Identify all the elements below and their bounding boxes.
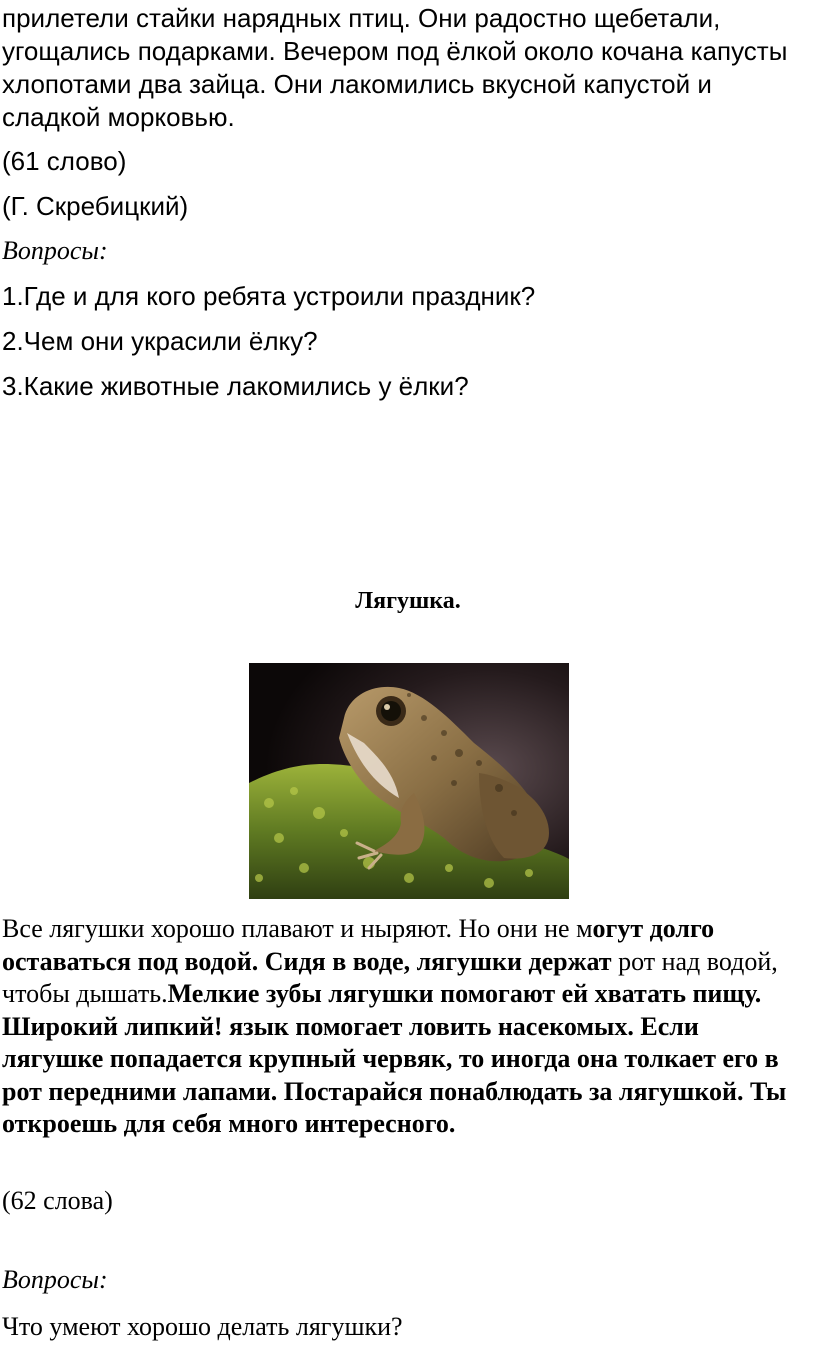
story2-title: Лягушка. [355, 588, 461, 614]
frog-photo [249, 663, 569, 899]
story2-question-1: Что умеют хорошо делать лягушки? [2, 1312, 403, 1341]
story1-questions-heading: Вопросы: [2, 236, 108, 265]
story2-text-part1: Все лягушки хорошо плавают и ныряют. Но они не м [2, 914, 593, 943]
story1-question-1: 1.Где и для кого ребята устроили праздник? [2, 281, 536, 311]
story2-questions-heading: Вопросы: [2, 1265, 108, 1294]
story2-text-part2: рот над водой, чтобы дышать. [2, 946, 778, 1008]
story1-paragraph: прилетели стайки нарядных птиц. Они радостно щебетали, угощались подарками. Вечером под ёлкой около кочана капусты хлопотами два зайца. Они лакомились вкусной капустой и сладкой морковью. [2, 3, 788, 132]
story1-word-count: (61 слово) [2, 146, 127, 176]
story1-question-2: 2.Чем они украсили ёлку? [2, 326, 318, 356]
story2-text-bold2: Мелкие зубы лягушки помогают ей хватать пищу. Широкий липкий! язык помогает ловить насекомых. Если лягушке попадается крупный червяк, то иногда она толкает его в рот передними лапами. Постарайся понаблюдать за лягушкой. Ты откроешь для себя много интересного. [2, 979, 787, 1138]
story2-text-bold1: огут долго оставаться под водой. Сидя в воде, лягушки держат [2, 914, 715, 976]
frog-photo-icon [249, 663, 569, 899]
story2-paragraph [2, 913, 802, 1141]
story1-author: (Г. Скребицкий) [2, 191, 189, 221]
story1-question-3: 3.Какие животные лакомились у ёлки? [2, 371, 469, 401]
story2-word-count: (62 слова) [2, 1186, 113, 1215]
